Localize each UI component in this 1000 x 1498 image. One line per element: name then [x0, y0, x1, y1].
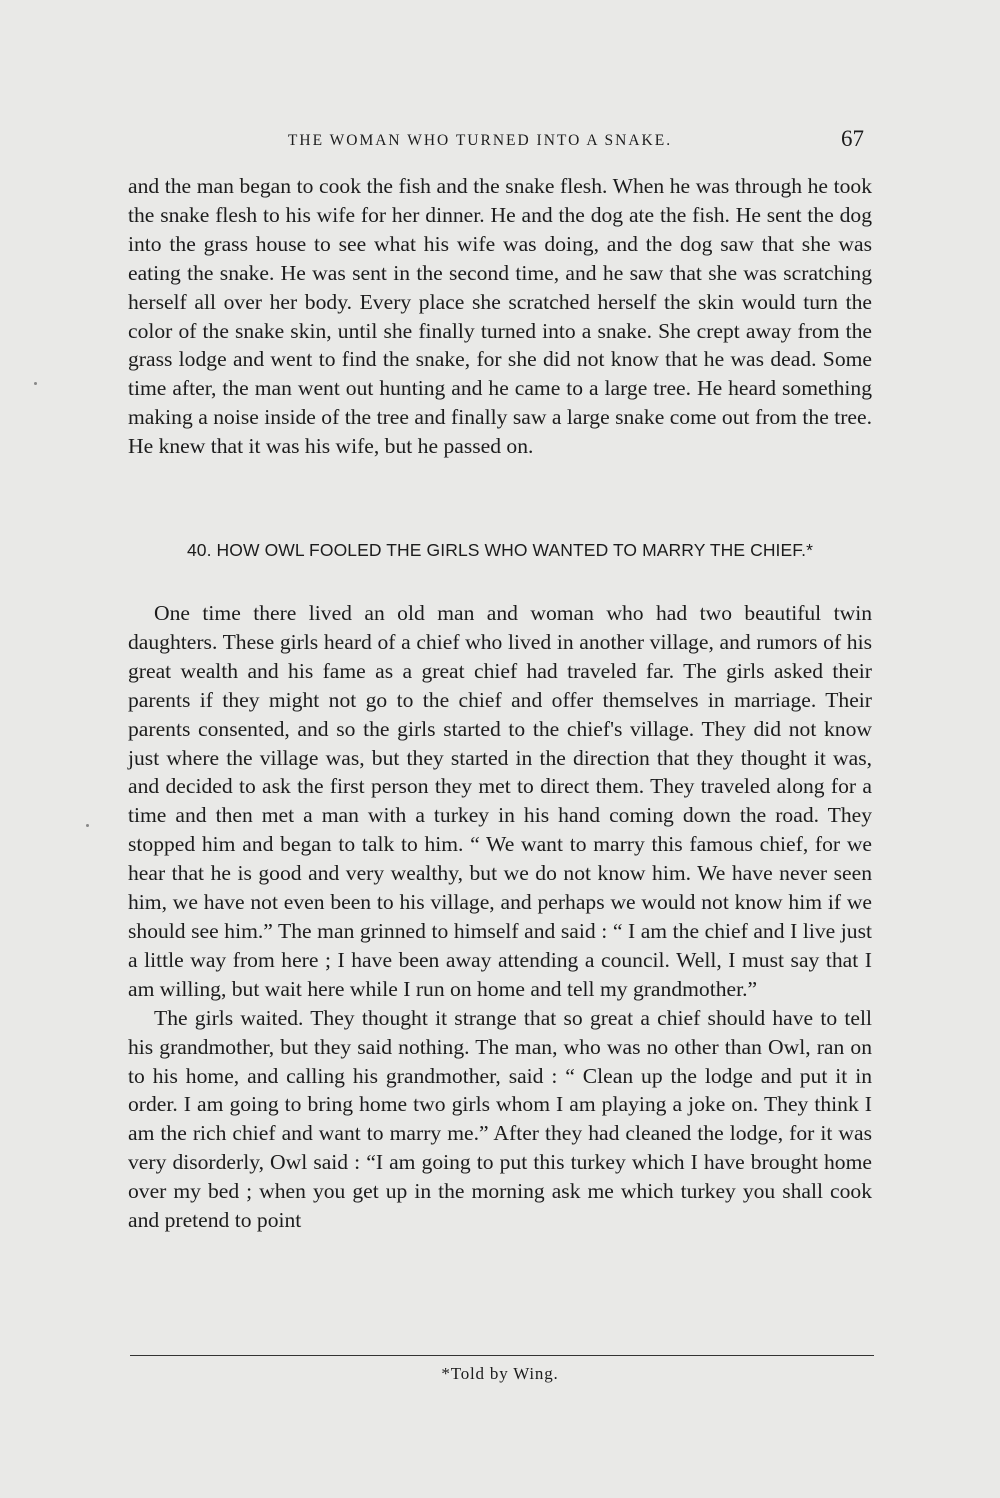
- paragraph: and the man began to cook the fish and the snake flesh. When he was through he took the snake flesh to his wife for her dinner. He and the dog ate the fish. He sent the dog into the grass house to see what his wife was doing, and the dog saw that she was eating the snake. He was sent in the second time, and he saw that she was scratching herself all over her body. Every place she scratched herself the skin would turn the color of the snake skin, until she finally turned into a snake. She crept away from the grass lodge and went to find the snake, for she did not know that he was dead. Some time after, the man went out hunting and he came to a large tree. He heard something making a noise inside of the tree and finally saw a large snake come out from the tree. He knew that it was his wife, but he passed on.: [128, 174, 872, 459]
- story-continuation: [128, 172, 872, 461]
- running-head: [128, 126, 872, 158]
- section-body: [128, 599, 872, 1235]
- paragraph: The girls waited. They thought it strange that so great a chief should have to tell his grandmother, but they said nothing. The man, who was no other than Owl, ran on to his home, and calling his grandmother, said : “ Clean up the lodge and put it in order. I am going to bring home two girls whom I am playing a joke on. They think I am the rich chief and want to marry me.” After they had cleaned the lodge, for it was very disorderly, Owl said : “I am going to put this turkey which I have brought home over my bed ; when you get up in the morning ask me which turkey you shall cook and pretend to point: [128, 1005, 872, 1233]
- paper-speck: [34, 382, 37, 385]
- section-heading: 40. HOW OWL FOOLED THE GIRLS WHO WANTED TO MARRY THE CHIEF.*: [186, 540, 814, 560]
- footnote-divider: [130, 1355, 874, 1356]
- paragraph: One time there lived an old man and woman who had two beautiful twin daughters. These girls heard of a chief who lived in another village, and rumors of his great wealth and his fame as a great chief had traveled far. The girls asked their parents if they might not go to the chief and offer themselves in marriage. Their parents consented, and so the girls started to the chief's village. They did not know just where the village was, but they started in the direction that they thought it was, and decided to ask the first person they met to direct them. They traveled along for a time and then met a man with a turkey in his hand coming down the road. They stopped him and began to talk to him. “ We want to marry this famous chief, for we hear that he is good and very wealthy, but we do not know him. We have never seen him, we have not even been to his village, and perhaps we would not know him if we should see him.” The man grinned to himself and said : “ I am the chief and I live just a little way from here ; I have been away attending a council. Well, I must say that I am willing, but wait here while I run on home and tell my grandmother.”: [128, 601, 872, 1001]
- footnote: *Told by Wing.: [441, 1364, 559, 1383]
- paper-speck: [86, 824, 89, 827]
- running-title: THE WOMAN WHO TURNED INTO A SNAKE.: [287, 132, 673, 149]
- page-number: 67: [841, 126, 864, 151]
